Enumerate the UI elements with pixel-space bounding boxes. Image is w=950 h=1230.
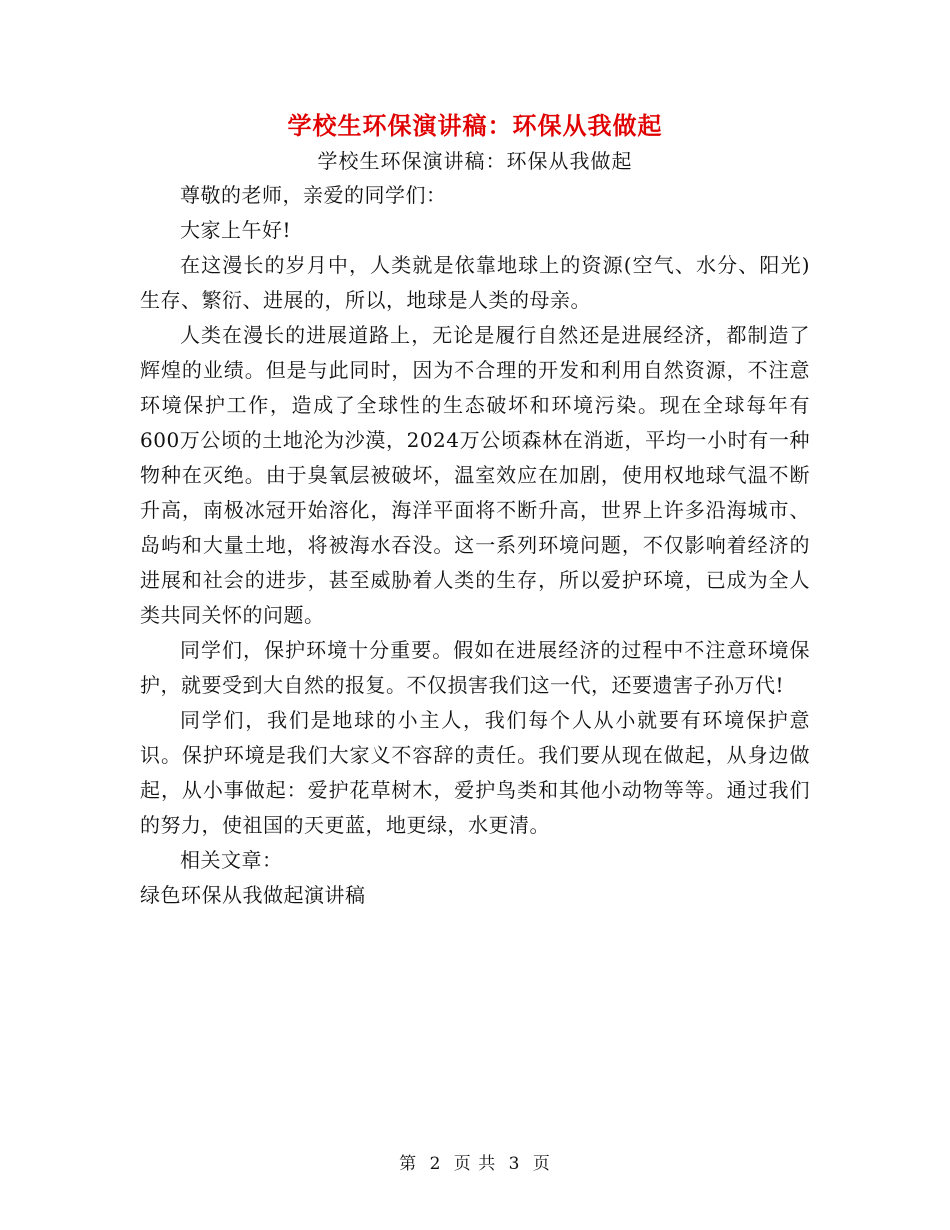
related-articles-label: 相关文章： — [180, 848, 283, 872]
document-title: 学校生环保演讲稿：环保从我做起 — [287, 111, 663, 140]
document-subtitle: 学校生环保演讲稿：环保从我做起 — [317, 149, 633, 173]
body-paragraph: 同学们，我们是地球的小主人，我们每个人从小就要有环境保护意识。保护环境是我们大家义不容辞的责任。我们要从现在做起，从身边做起，从小事做起：爱护花草树木，爱护鸟类和其他小动物等等。通过我们的努力，使祖国的天更蓝，地更绿，水更清。 — [140, 708, 810, 837]
footer-suffix: 页 — [532, 1154, 551, 1174]
footer-page-number: 2 — [429, 1154, 442, 1174]
body-paragraph: 同学们，保护环境十分重要。假如在进展经济的过程中不注意环境保护，就要受到大自然的报复。不仅损害我们这一代，还要遗害子孙万代! — [140, 638, 810, 697]
body-paragraph: 在这漫长的岁月中，人类就是依靠地球上的资源(空气、水分、阳光)生存、繁衍、进展的，所以，地球是人类的母亲。 — [140, 253, 810, 312]
document-body — [140, 178, 810, 913]
greeting-paragraph: 尊敬的老师，亲爱的同学们： — [180, 183, 447, 207]
related-article-link[interactable]: 绿色环保从我做起演讲稿 — [140, 883, 366, 907]
footer-prefix: 第 — [399, 1154, 418, 1174]
footer-middle: 页 共 — [453, 1154, 497, 1174]
body-paragraph: 人类在漫长的进展道路上，无论是履行自然还是进展经济，都制造了辉煌的业绩。但是与此同时，因为不合理的开发和利用自然资源，不注意环境保护工作，造成了全球性的生态破坏和环境污染。现在全球每年有600万公顷的土地沦为沙漠，2024万公顷森林在消逝，平均一小时有一种物种在灭绝。由于臭氧层被破坏，温室效应在加剧，使用权地球气温不断升高，南极冰冠开始溶化，海洋平面将不断升高，世界上许多沿海城市、岛屿和大量土地，将被海水吞没。这一系列环境问题，不仅影响着经济的进展和社会的进步，甚至威胁着人类的生存，所以爱护环境，已成为全人类共同关怀的问题。 — [140, 323, 810, 627]
page-footer — [0, 1152, 950, 1176]
salutation-paragraph: 大家上午好! — [180, 218, 292, 242]
footer-total-pages: 3 — [508, 1154, 521, 1174]
